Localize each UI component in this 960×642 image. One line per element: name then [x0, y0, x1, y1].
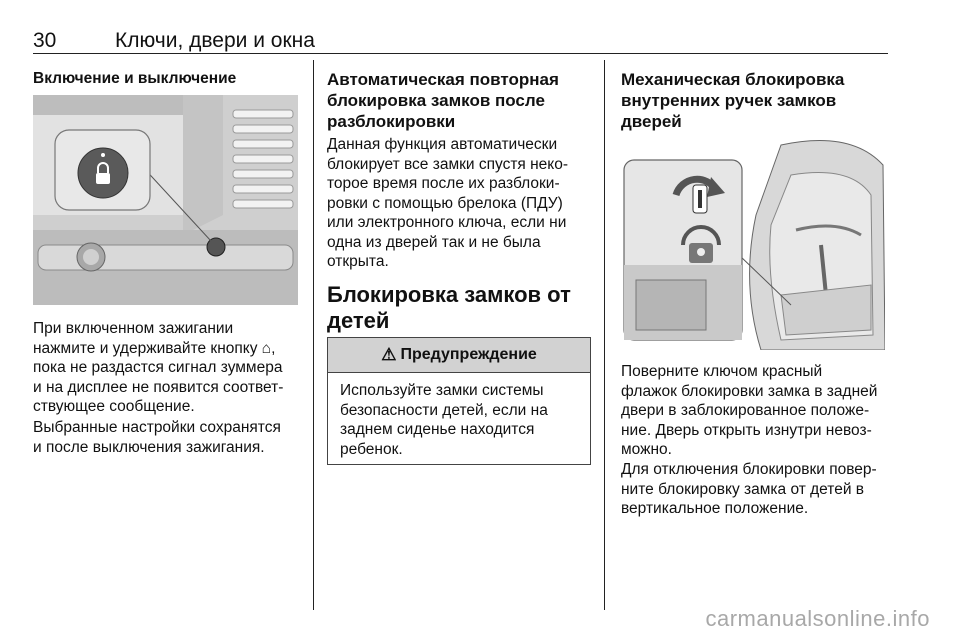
heading-line: разблокировки — [327, 112, 456, 131]
text-line: блокирует все замки спустя неко- — [327, 155, 569, 173]
warning-header — [328, 338, 590, 373]
column-divider — [604, 60, 605, 610]
text-line: ните блокировку замка от детей в — [621, 480, 865, 498]
text-line: При включенном зажигании — [33, 320, 234, 337]
warning-title: Предупреждение — [400, 346, 537, 363]
text-line: безопасности детей, если на — [340, 401, 548, 419]
heading-line: Блокировка замков от — [327, 282, 571, 307]
text-line: Используйте замки системы — [340, 382, 544, 399]
paragraph — [33, 418, 281, 457]
text-line: заднем сиденье находится — [340, 421, 535, 438]
text-line: Поверните ключом красный — [621, 363, 823, 380]
text-line: и после выключения зажигания. — [33, 438, 265, 456]
text-line: ребенок. — [340, 440, 403, 458]
warning-text — [328, 373, 590, 459]
text-line: Данная функция автоматически — [327, 136, 558, 153]
paragraph — [33, 319, 283, 417]
text-line: Выбранные настройки сохранятся — [33, 419, 281, 436]
warning-box — [327, 337, 591, 465]
column-divider — [313, 60, 314, 610]
text-line: Для отключения блокировки повер- — [621, 461, 877, 478]
text-line: двери в заблокированное положе- — [621, 402, 870, 419]
illustration-child-lock — [621, 135, 885, 350]
header-rule — [33, 53, 888, 54]
illustration-lock-button — [33, 95, 298, 305]
section-heading-large — [327, 282, 571, 334]
heading-line: детей — [327, 308, 390, 333]
text-line: можно. — [621, 441, 672, 458]
heading-line: Механическая блокировка — [621, 70, 845, 89]
text-line: и на дисплее не появится соответ- — [33, 378, 284, 396]
text-line: торое время после их разблоки- — [327, 175, 560, 192]
paragraph — [327, 135, 568, 272]
text-line: ствующее сообщение. — [33, 398, 195, 415]
text-line: флажок блокировки замка в задней — [621, 382, 878, 400]
heading-line: дверей — [621, 112, 682, 131]
text-line: или электронного ключа, если ни — [327, 214, 567, 231]
section-heading — [621, 69, 844, 132]
heading-line: блокировка замков после — [327, 91, 545, 110]
heading-line: внутренних ручек замков — [621, 91, 837, 110]
page-number: 30 — [33, 29, 57, 52]
text-line: одна из дверей так и не была — [327, 233, 541, 251]
text-line: ние. Дверь открыть изнутри невоз- — [621, 421, 872, 439]
text-line: пока не раздастся сигнал зуммера — [33, 359, 283, 376]
warning-triangle-icon: ⚠ — [381, 345, 397, 364]
page-title: Ключи, двери и окна — [115, 29, 315, 52]
text-line: нажмите и удерживайте кнопку ⌂, — [33, 339, 276, 357]
paragraph — [621, 460, 877, 519]
paragraph — [621, 362, 877, 460]
section-heading: Включение и выключение — [33, 70, 237, 87]
text-line: вертикальное положение. — [621, 500, 809, 517]
heading-line: Автоматическая повторная — [327, 70, 559, 89]
section-heading — [327, 69, 559, 132]
text-line: ровки с помощью брелока (ПДУ) — [327, 194, 563, 212]
text-line: открыта. — [327, 253, 389, 270]
watermark: carmanualsonline.info — [705, 606, 930, 631]
